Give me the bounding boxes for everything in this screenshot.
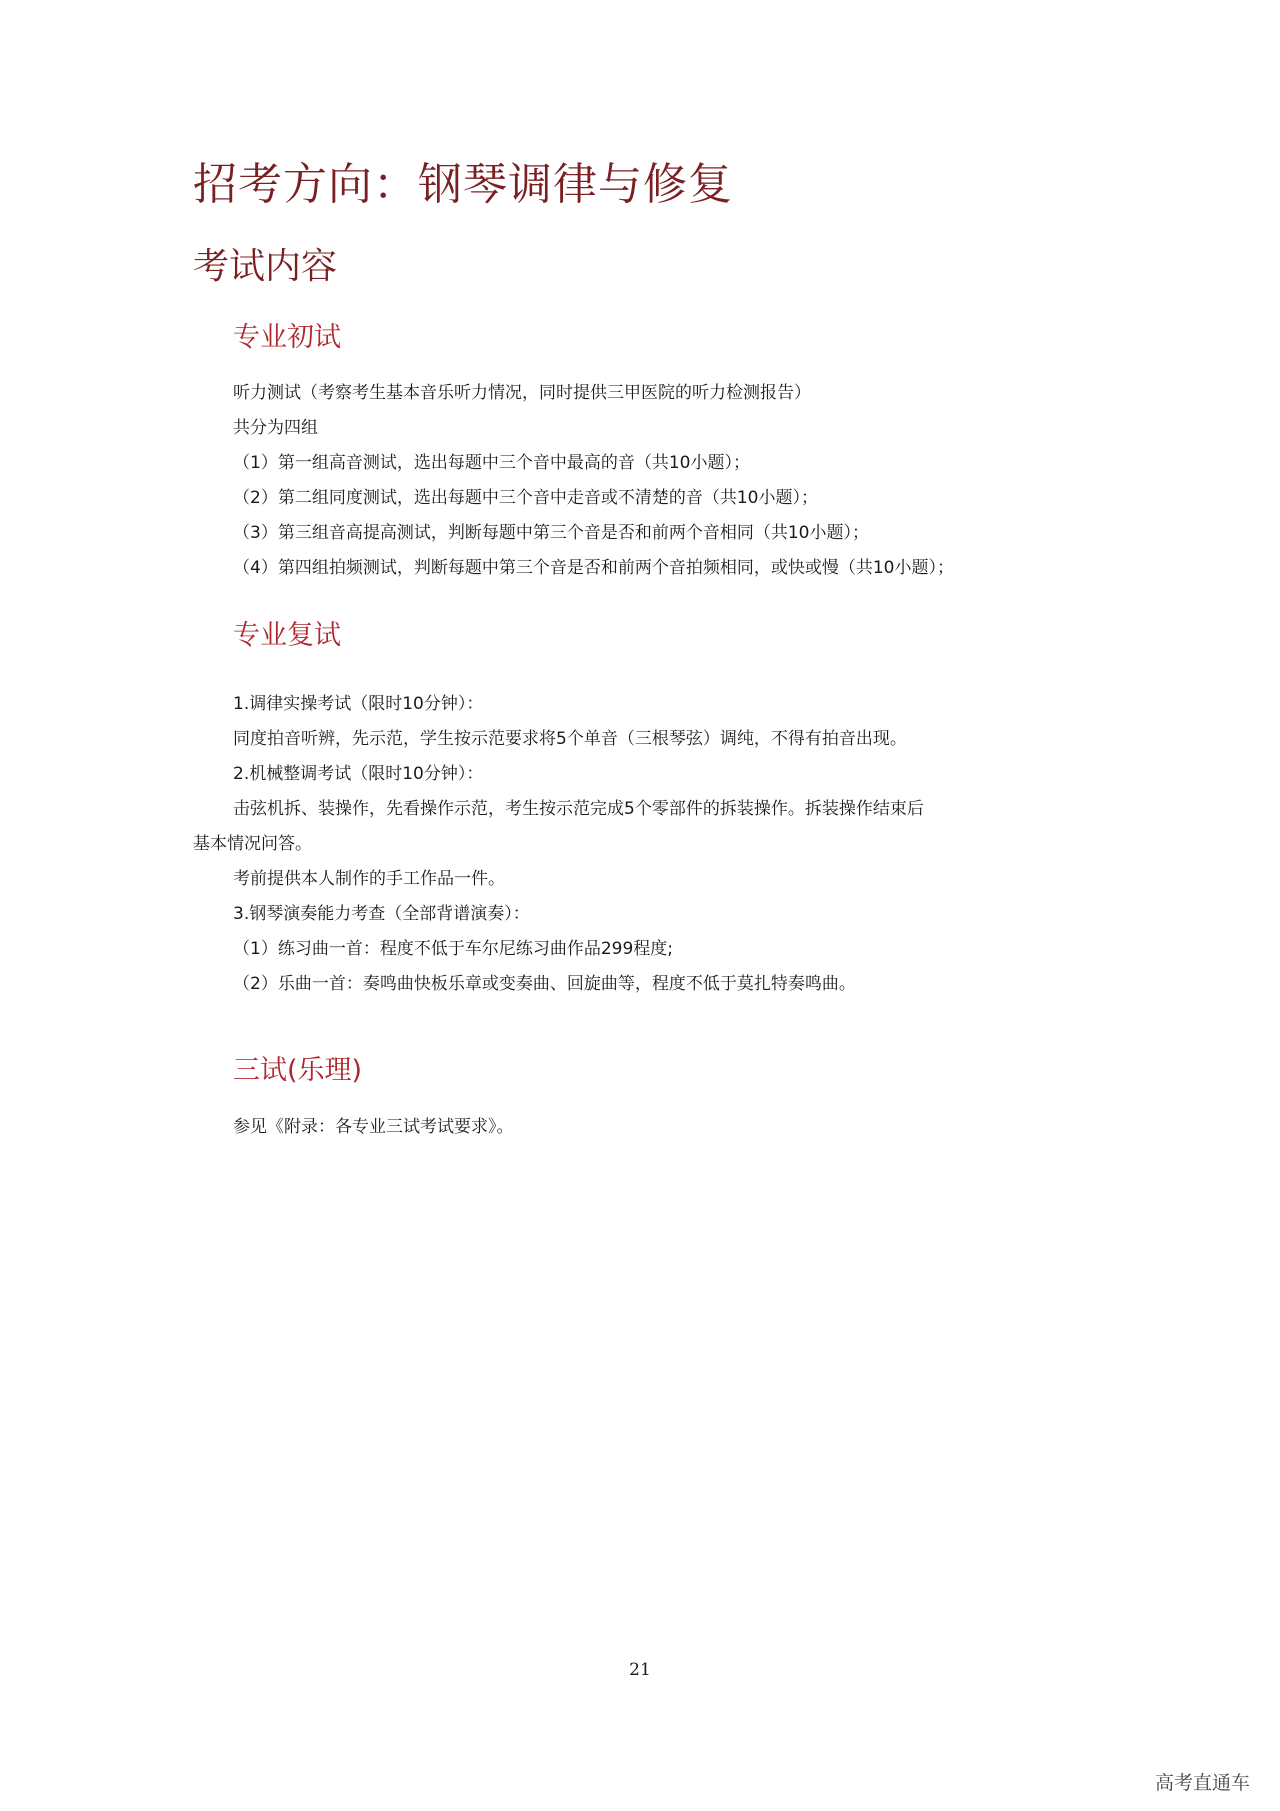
preliminary-line: （2）第二组同度测试，选出每题中三个音中走音或不清楚的音（共10小题）；: [233, 488, 818, 508]
preliminary-heading: 专业初试: [233, 322, 341, 353]
second-round-line: 击弦机拆、装操作，先看操作示范，考生按示范完成5个零部件的拆装操作。拆装操作结束后: [233, 799, 924, 819]
second-round-line: （1）练习曲一首：程度不低于车尔尼练习曲作品299程度;: [233, 939, 673, 959]
second-round-line: 3.钢琴演奏能力考查（全部背谱演奏）：: [233, 904, 530, 924]
second-round-line: 2.机械整调考试（限时10分钟）：: [233, 764, 484, 784]
page-number: 21: [629, 1660, 651, 1680]
second-round-line: 1.调律实操考试（限时10分钟）：: [233, 694, 484, 714]
third-round-line: 参见《附录：各专业三试考试要求》。: [233, 1117, 514, 1137]
third-round-heading: 三试(乐理): [233, 1055, 363, 1086]
second-round-line: 考前提供本人制作的手工作品一件。: [233, 869, 505, 889]
preliminary-line: 共分为四组: [233, 418, 318, 438]
preliminary-line: 听力测试（考察考生基本音乐听力情况，同时提供三甲医院的听力检测报告）: [233, 383, 811, 403]
second-round-line: 同度拍音听辨，先示范，学生按示范要求将5个单音（三根琴弦）调纯，不得有拍音出现。: [233, 729, 907, 749]
preliminary-line: （1）第一组高音测试，选出每题中三个音中最高的音（共10小题）；: [233, 453, 750, 473]
preliminary-line: （3）第三组音高提高测试，判断每题中第三个音是否和前两个音相同（共10小题）；: [233, 523, 869, 543]
preliminary-line: （4）第四组拍频测试，判断每题中第三个音是否和前两个音拍频相同，或快或慢（共10小题）；: [233, 558, 954, 578]
page-title: 招考方向：钢琴调律与修复: [193, 159, 733, 210]
section-title: 考试内容: [193, 246, 338, 287]
watermark: 高考直通车: [1154, 1772, 1250, 1794]
second-round-heading: 专业复试: [233, 620, 341, 651]
second-round-line: （2）乐曲一首：奏鸣曲快板乐章或变奏曲、回旋曲等，程度不低于莫扎特奏鸣曲。: [233, 974, 856, 994]
second-round-line: 基本情况问答。: [193, 834, 312, 854]
